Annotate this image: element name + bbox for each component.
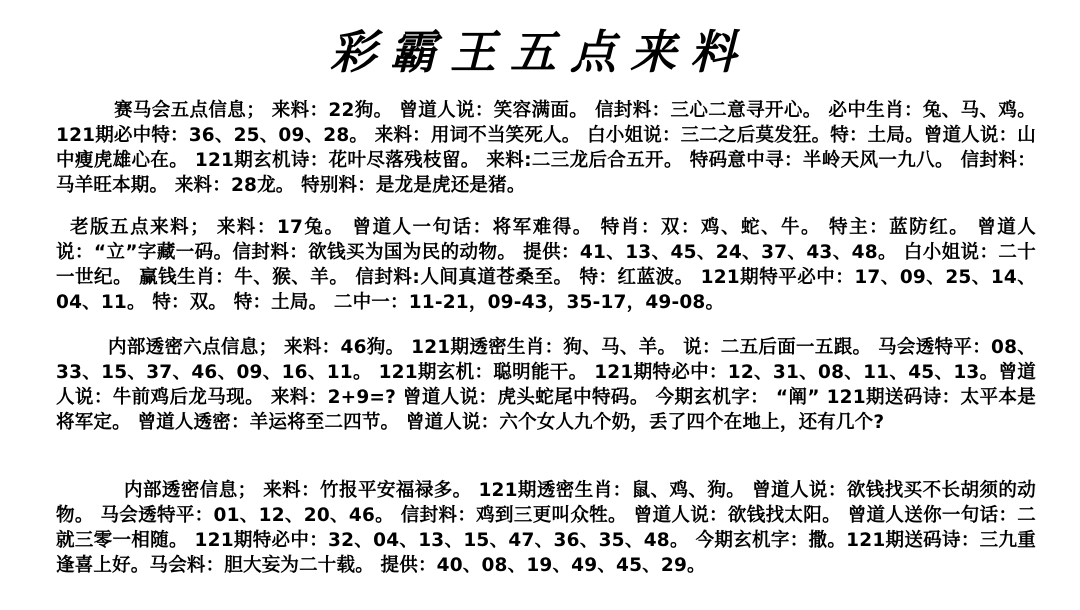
section-text: 内部透密六点信息； 来料：46狗。 121期透密生肖：狗、马、羊。 说：二五后面一五跟。 马会透特平：08、33、15、37、46、09、16、11。 121期玄机：聪明能干。 121期特必中：12、31、08、11、45、13。曾道人说：牛前鸡后龙马现。 来料：2+9=? 曾道人说：虎头蛇尾中特码。 今期玄机字： “阐” 121期送码诗：太平本是将军定。 曾道人透密：羊运将至二四节。 曾道人说：六个女人九个奶，丢了四个在地上，还有几个? <box>56 337 1036 433</box>
section-text: 内部透密信息； 来料：竹报平安福禄多。 121期透密生肖：鼠、鸡、狗。 曾道人说：欲钱找买不长胡须的动物。 马会透特平：01、12、20、46。 信封料：鸡到三更叫众牲。 曾道人说：欲钱找太阳。 曾道人送你一句话：二就三零一相随。 121期特必中：32、04、13、15、47、36、35、48。 今期玄机字：撒。121期送码诗：三九重逢喜上好。马会料：胆大妄为二十载。 提供：40、08、19、49、45、29。 <box>56 480 1036 576</box>
section-text: 赛马会五点信息； 来料：22狗。 曾道人说：笑容满面。 信封料：三心二意寻开心。 必中生肖：兔、马、鸡。 121期必中特：36、25、09、28。 来料：用词不当笑死人。 白小姐说：三二之后莫发狂。特：土局。曾道人说：山中瘦虎雄心在。 121期玄机诗：花叶尽落残枝留。 来料:二三龙后合五开。 特码意中寻：半岭天风一九八。 信封料：马羊旺本期。 来料：28龙。 特别料：是龙是虎还是猪。 <box>56 100 1036 196</box>
section-internal-info <box>56 478 1036 578</box>
section-internal-six-points <box>56 335 1036 435</box>
section-old-edition-five-points <box>56 215 1036 315</box>
page-title: 彩霸王五点来料 <box>330 25 750 79</box>
section-saimahui-five-points <box>56 98 1036 198</box>
section-text: 老版五点来料； 来料：17兔。 曾道人一句话：将军难得。 特肖：双：鸡、蛇、牛。 特主：蓝防红。 曾道人说：“立”字藏一码。信封料：欲钱买为国为民的动物。 提供：41、13、45、24、37、43、48。 白小姐说：二十一世纪。 赢钱生肖：牛、猴、羊。 信封料:人间真道苍桑至。 特：红蓝波。 121期特平必中：17、09、25、14、04、11。 特：双。 特：土局。 二中一：11-21，09-43，35-17，49-08。 <box>56 217 1036 313</box>
